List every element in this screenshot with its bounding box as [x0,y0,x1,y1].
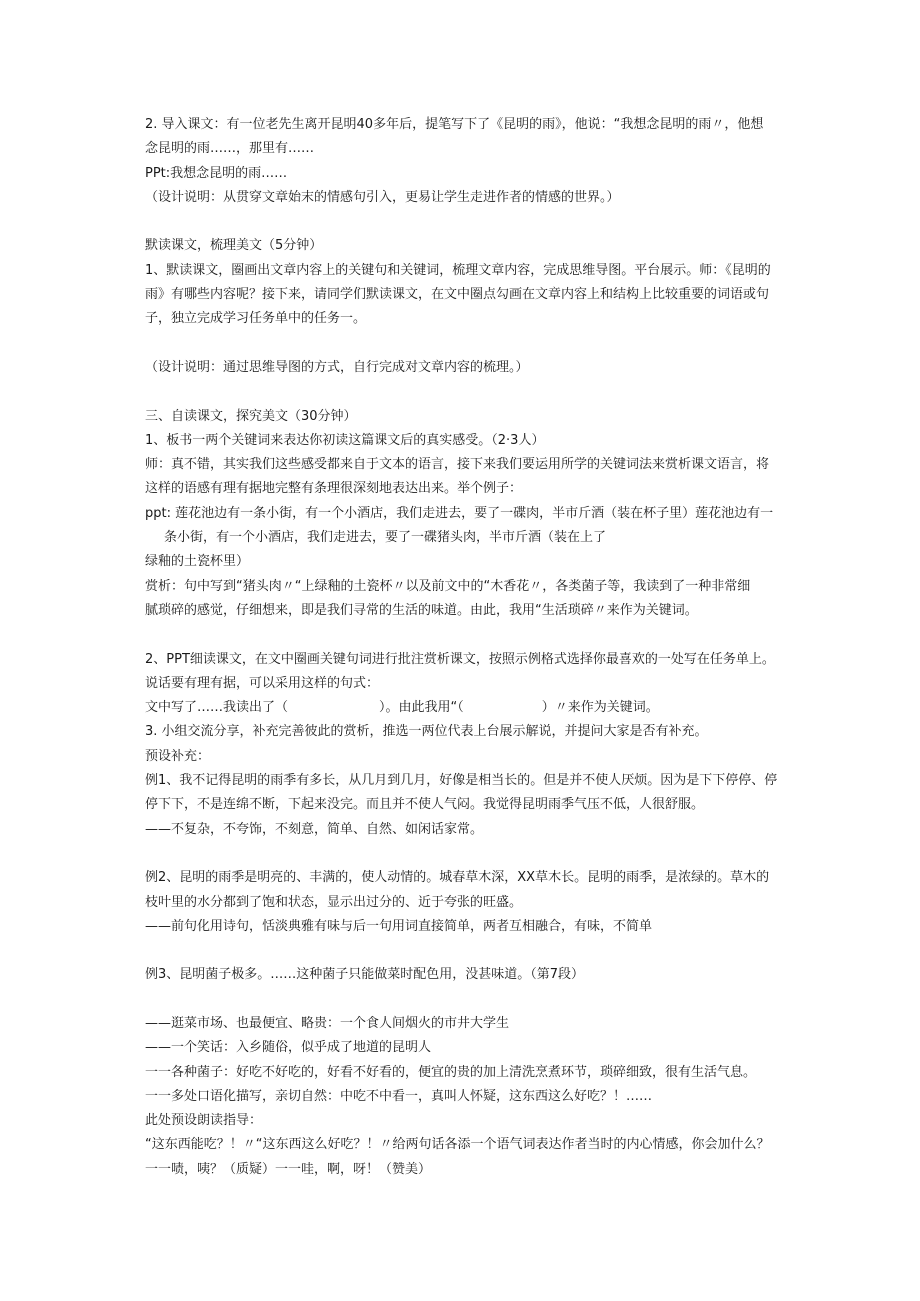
text-line: ——一个笑话：入乡随俗，似乎成了地道的昆明人 [145,1040,432,1056]
blank-line [145,988,835,1012]
blank-line [145,623,835,647]
text-line: PPt:我想念昆明的雨…… [145,165,288,181]
text-line: ——不复杂，不夸饰，不刻意，简单、自然、如闲话家常。 [145,821,484,837]
text-line: 例1、我不记得昆明的雨季有多长，从几月到几月，好像是相当长的。但是并不使人厌烦。因为是下下停停、停 [145,773,778,789]
blank-line [145,939,835,963]
text-line: 赏析：句中写到“猪头肉〃“上绿釉的土瓷杯〃以及前文中的“木香花〃，各类菌子等，我读到了一种非常细 [145,578,751,594]
text-line: 一一多处口语化描写，亲切自然：中吃不中看一，真叫人怀疑，这东西这么好吃？！…… [145,1088,653,1104]
text-line: 枝叶里的水分都到了饱和状态，显示出过分的、近于夸张的旺盛。 [145,894,523,910]
text-line: 三、自读课文，探究美文（30分钟） [145,408,357,424]
text-line: 一一啧，咦？（质疑）一一哇，啊，呀！（赞美） [145,1161,432,1177]
text-line: 师：真不错，其实我们这些感受都来自于文本的语言，接下来我们要运用所学的关键词法来赏析课文语言，将 [145,457,770,473]
text-line: 一一各种菌子：好吃不好吃的，好看不好看的，便宜的贵的加上清洗烹煮环节，琐碎细致，很有生活气息。 [145,1064,757,1080]
text-line: 雨》有哪些内容呢？接下来，请同学们默读课文，在文中圈点勾画在文章内容上和结构上比较重要的词语或句 [145,287,770,303]
text-line: 腻琐碎的感觉，仔细想来，即是我们寻常的生活的味道。由此，我用“生活琐碎〃来作为关键词。 [145,602,698,618]
text-line: 停下下，不是连绵不断，下起来没完。而且并不使人气闷。我觉得昆明雨季气压不低，人很舒服。 [145,797,705,813]
text-line: 例2、昆明的雨季是明亮的、丰满的，使人动情的。城春草木深，XX草木长。昆明的雨季，是浓绿的。草木的 [145,870,770,886]
text-line: 预设补充： [145,748,211,764]
text-line: 条小街，有一个小酒店，我们走进去，要了一碟猪头肉，半市斤酒（装在上了 [164,530,607,546]
blank-line [145,380,835,404]
text-line: ——逛菜市场、也最便宜、略贵：一个食人间烟火的市井大学生 [145,1015,510,1031]
blank-line [145,332,835,356]
text-line: ppt: 莲花池边有一条小街，有一个小酒店，我们走进去，要了一碟肉，半市斤酒（装在杯子里）莲花池边有一 [145,505,774,521]
text-line: 例3、昆明菌子极多。……这种菌子只能做菜时配色用，没甚味道。（第7段） [145,967,585,983]
blank-line [145,842,835,866]
text-line: “这东西能吃？！〃“这东西这么好吃？！〃给两句话各添一个语气词表达作者当时的内心情感，你会加什么？ [145,1137,770,1153]
text-line: （设计说明：通过思维导图的方式，自行完成对文章内容的梳理。） [145,359,529,375]
text-line: 1、板书一两个关键词来表达你初读这篇课文后的真实感受。（2·3人） [145,432,545,448]
text-line: （设计说明：从贯穿文章始末的情感句引入，更易让学生走进作者的情感的世界。） [145,189,620,205]
text-line: 说话要有理有据，可以采用这样的句式： [145,675,380,691]
text-line: 这样的语感有理有据地完整有条理很深刻地表达出来。举个例子： [145,481,523,497]
text-line: 默读课文，梳理美文（5分钟） [145,238,323,254]
text-line: 念昆明的雨……，那里有…… [145,141,315,157]
text-line: 1、默读课文，圈画出文章内容上的关键句和关键词，梳理文章内容，完成思维导图。平台展示。师：《昆明的 [145,262,771,278]
text-line: ——前句化用诗句，恬淡典雅有味与后一句用词直接简单，两者互相融合，有味，不简单 [145,918,653,934]
text-line: 文中写了……我读出了（ ）。由此我用“（ ）〃来作为关键词。 [145,700,659,716]
text-line: 2. 导入课文：有一位老先生离开昆明40多年后，提笔写下了《昆明的雨》，他说：“我想念昆明的雨〃，他想 [145,117,764,132]
text-line: 此处预设朗读指导： [145,1113,263,1129]
text-line: 子，独立完成学习任务单中的任务一。 [145,311,367,327]
text-line: 3. 小组交流分享，补充完善彼此的赏析，推选一两位代表上台展示解说，并提问大家是否有补充。 [145,724,708,740]
text-line: 绿釉的土瓷杯里） [145,554,250,570]
document-body [145,113,835,1182]
blank-line [145,210,835,234]
text-line: 2、PPT细读课文，在文中圈画关键句词进行批注赏析课文，按照示例格式选择你最喜欢的一处写在任务单上。 [145,651,775,667]
